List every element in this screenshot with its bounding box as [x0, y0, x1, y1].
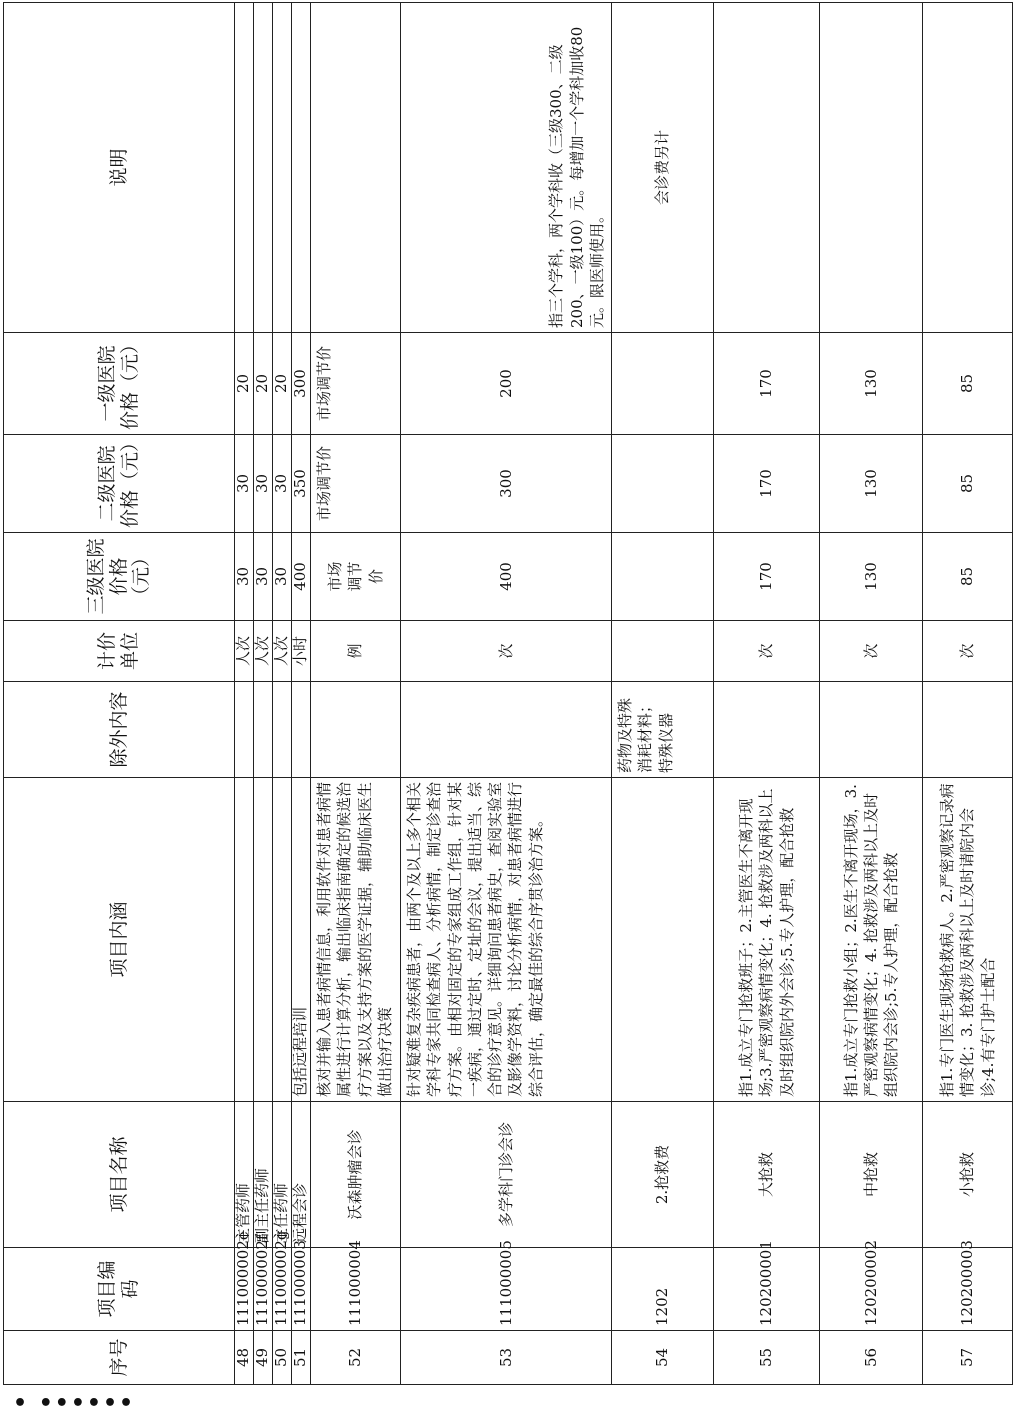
cell-content [254, 778, 273, 1102]
cell-price-level1: 85 [923, 333, 1013, 435]
cell-content: 包括远程培训 [292, 778, 311, 1102]
cell-price-level2: 350 [292, 435, 311, 533]
cell-seq: 57 [923, 1331, 1013, 1385]
header-unit: 计价单位 [4, 621, 235, 682]
cell-note [820, 3, 923, 333]
cell-seq: 56 [820, 1331, 923, 1385]
cell-code: 111000004 [311, 1248, 401, 1331]
table-header-row [4, 3, 235, 1385]
cell-unit: 次 [401, 621, 612, 682]
cell-unit: 人次 [254, 621, 273, 682]
cell-excluded: 药物及特殊消耗材料；特殊仪器 [612, 682, 714, 778]
cell-price-level2: 170 [714, 435, 820, 533]
cell-price-level3: 85 [923, 533, 1013, 621]
cell-unit: 例 [311, 621, 401, 682]
cell-price-level2: 130 [820, 435, 923, 533]
cell-price-level2: 85 [923, 435, 1013, 533]
cell-code: 111000003 [292, 1248, 311, 1331]
table-row [311, 3, 401, 1385]
cell-unit: 次 [714, 621, 820, 682]
cell-name: 2.抢救费 [612, 1102, 714, 1248]
cell-note [273, 3, 292, 333]
header-price-level3: 三级医院价格（元） [4, 533, 235, 621]
cell-unit: 次 [923, 621, 1013, 682]
cell-unit: 小时 [292, 621, 311, 682]
cell-name: 副主任药师 [254, 1102, 273, 1248]
cell-price-level3: 400 [292, 533, 311, 621]
cell-excluded [714, 682, 820, 778]
cell-unit: 人次 [235, 621, 254, 682]
cell-price-level1: 20 [235, 333, 254, 435]
cell-name: 多学科门诊会诊 [401, 1102, 612, 1248]
cell-excluded [292, 682, 311, 778]
cell-code: 111000002f [254, 1248, 273, 1331]
cell-note [311, 3, 401, 333]
cell-content [273, 778, 292, 1102]
table-row [612, 3, 714, 1385]
cell-code: 111000005 [401, 1248, 612, 1331]
cell-seq: 55 [714, 1331, 820, 1385]
cell-seq: 51 [292, 1331, 311, 1385]
cell-price-level3: 400 [401, 533, 612, 621]
table-row [923, 3, 1013, 1385]
cell-price-level1: 20 [273, 333, 292, 435]
cell-price-level2: 30 [235, 435, 254, 533]
cell-code: 120200003 [923, 1248, 1013, 1331]
cell-content: 针对疑难复杂疾病患者，由两个及以上多个相关学科专家共同检查病人、分析病情，制定诊查治疗方案。由相对固定的专家组成工作组，针对某一疾病，通过定时、定址的会议，提出适当、综合的诊疗意见。详细询问患者病史，查阅实验室及影像学资料，讨论分析病情，对患者病情进行综合评估，确定最佳的综合序贯诊治方案。 [401, 778, 612, 1102]
cell-seq: 52 [311, 1331, 401, 1385]
cell-price-level1: 130 [820, 333, 923, 435]
cell-name: 小抢救 [923, 1102, 1013, 1248]
cell-price-level1: 市场调节价 [311, 333, 401, 435]
cell-content [235, 778, 254, 1102]
cell-excluded [401, 682, 612, 778]
header-name: 项目名称 [4, 1102, 235, 1248]
cell-price-level3: 30 [254, 533, 273, 621]
cell-name: 大抢救 [714, 1102, 820, 1248]
header-note: 说明 [4, 3, 235, 333]
cell-price-level1: 20 [254, 333, 273, 435]
cell-seq: 49 [254, 1331, 273, 1385]
cell-excluded [820, 682, 923, 778]
cell-unit: 人次 [273, 621, 292, 682]
cell-code: 1202 [612, 1248, 714, 1331]
fee-schedule-table [3, 2, 1013, 1385]
cell-price-level2: 市场调节价 [311, 435, 401, 533]
cell-excluded [311, 682, 401, 778]
cell-seq: 50 [273, 1331, 292, 1385]
cell-price-level1 [612, 333, 714, 435]
cell-price-level2: 30 [254, 435, 273, 533]
continuation-ellipsis: • •••••• [13, 1391, 136, 1416]
cell-note [714, 3, 820, 333]
cell-name: 远程会诊 [292, 1102, 311, 1248]
cell-price-level1: 200 [401, 333, 612, 435]
cell-price-level2: 300 [401, 435, 612, 533]
cell-code: 111000002g [273, 1248, 292, 1331]
cell-note: 会诊费另计 [612, 3, 714, 333]
table-row [254, 3, 273, 1385]
cell-seq: 53 [401, 1331, 612, 1385]
cell-code: 120200002 [820, 1248, 923, 1331]
cell-content: 指1.专门医生现场抢救病人。2.严密观察记录病情变化；3. 抢救涉及两科以上及时请院内会诊;4.有专门护士配合 [923, 778, 1013, 1102]
cell-price-level2 [612, 435, 714, 533]
cell-price-level3: 130 [820, 533, 923, 621]
cell-code: 111000002e [235, 1248, 254, 1331]
cell-price-level1: 300 [292, 333, 311, 435]
table-row [273, 3, 292, 1385]
cell-price-level2: 30 [273, 435, 292, 533]
cell-name: 主管药师 [235, 1102, 254, 1248]
cell-price-level1: 170 [714, 333, 820, 435]
cell-content [612, 778, 714, 1102]
cell-content: 指1.成立专门抢救班子；2.主管医生不离开现场;3.严密观察病情变化；4. 抢救涉及两科以上及时组织院内外会诊;5.专人护理，配合抢救 [714, 778, 820, 1102]
cell-excluded [235, 682, 254, 778]
cell-code: 120200001 [714, 1248, 820, 1331]
cell-seq: 48 [235, 1331, 254, 1385]
header-content: 项目内涵 [4, 778, 235, 1102]
table-row [401, 3, 612, 1385]
cell-price-level3: 170 [714, 533, 820, 621]
rotated-page [3, 3, 997, 1385]
cell-note [254, 3, 273, 333]
cell-price-level3 [612, 533, 714, 621]
table-row [714, 3, 820, 1385]
table-row [820, 3, 923, 1385]
cell-note [235, 3, 254, 333]
cell-content: 指1.成立专门抢救小组；2.医生不离开现场，3.严密观察病情变化；4. 抢救涉及两科以上及时组织院内会诊;5.专人护理，配合抢救 [820, 778, 923, 1102]
cell-excluded [923, 682, 1013, 778]
cell-unit: 次 [820, 621, 923, 682]
cell-name: 中抢救 [820, 1102, 923, 1248]
header-price-level2: 二级医院价格（元） [4, 435, 235, 533]
header-price-level1: 一级医院价格（元） [4, 333, 235, 435]
cell-excluded [273, 682, 292, 778]
cell-price-level3: 市场调节价 [311, 533, 401, 621]
table-row [292, 3, 311, 1385]
cell-seq: 54 [612, 1331, 714, 1385]
cell-price-level3: 30 [273, 533, 292, 621]
cell-note [923, 3, 1013, 333]
cell-excluded [254, 682, 273, 778]
cell-name: 沃森肿瘤会诊 [311, 1102, 401, 1248]
cell-unit [612, 621, 714, 682]
cell-price-level3: 30 [235, 533, 254, 621]
cell-content: 核对并输入患者病情信息，利用软件对患者病情属性进行计算分析，输出临床指南确定的候选治疗方案以及支持方案的医学证据，辅助临床医生做出治疗决策 [311, 778, 401, 1102]
header-code: 项目编码 [4, 1248, 235, 1331]
cell-note [292, 3, 311, 333]
header-seq: 序号 [4, 1331, 235, 1385]
cell-note: 指三个学科，两个学科收（三级300、二级200、一级100）元。每增加一个学科加收80元。限医师使用。 [401, 3, 612, 333]
cell-name: 主任药师 [273, 1102, 292, 1248]
table-row [235, 3, 254, 1385]
header-excluded: 除外内容 [4, 682, 235, 778]
